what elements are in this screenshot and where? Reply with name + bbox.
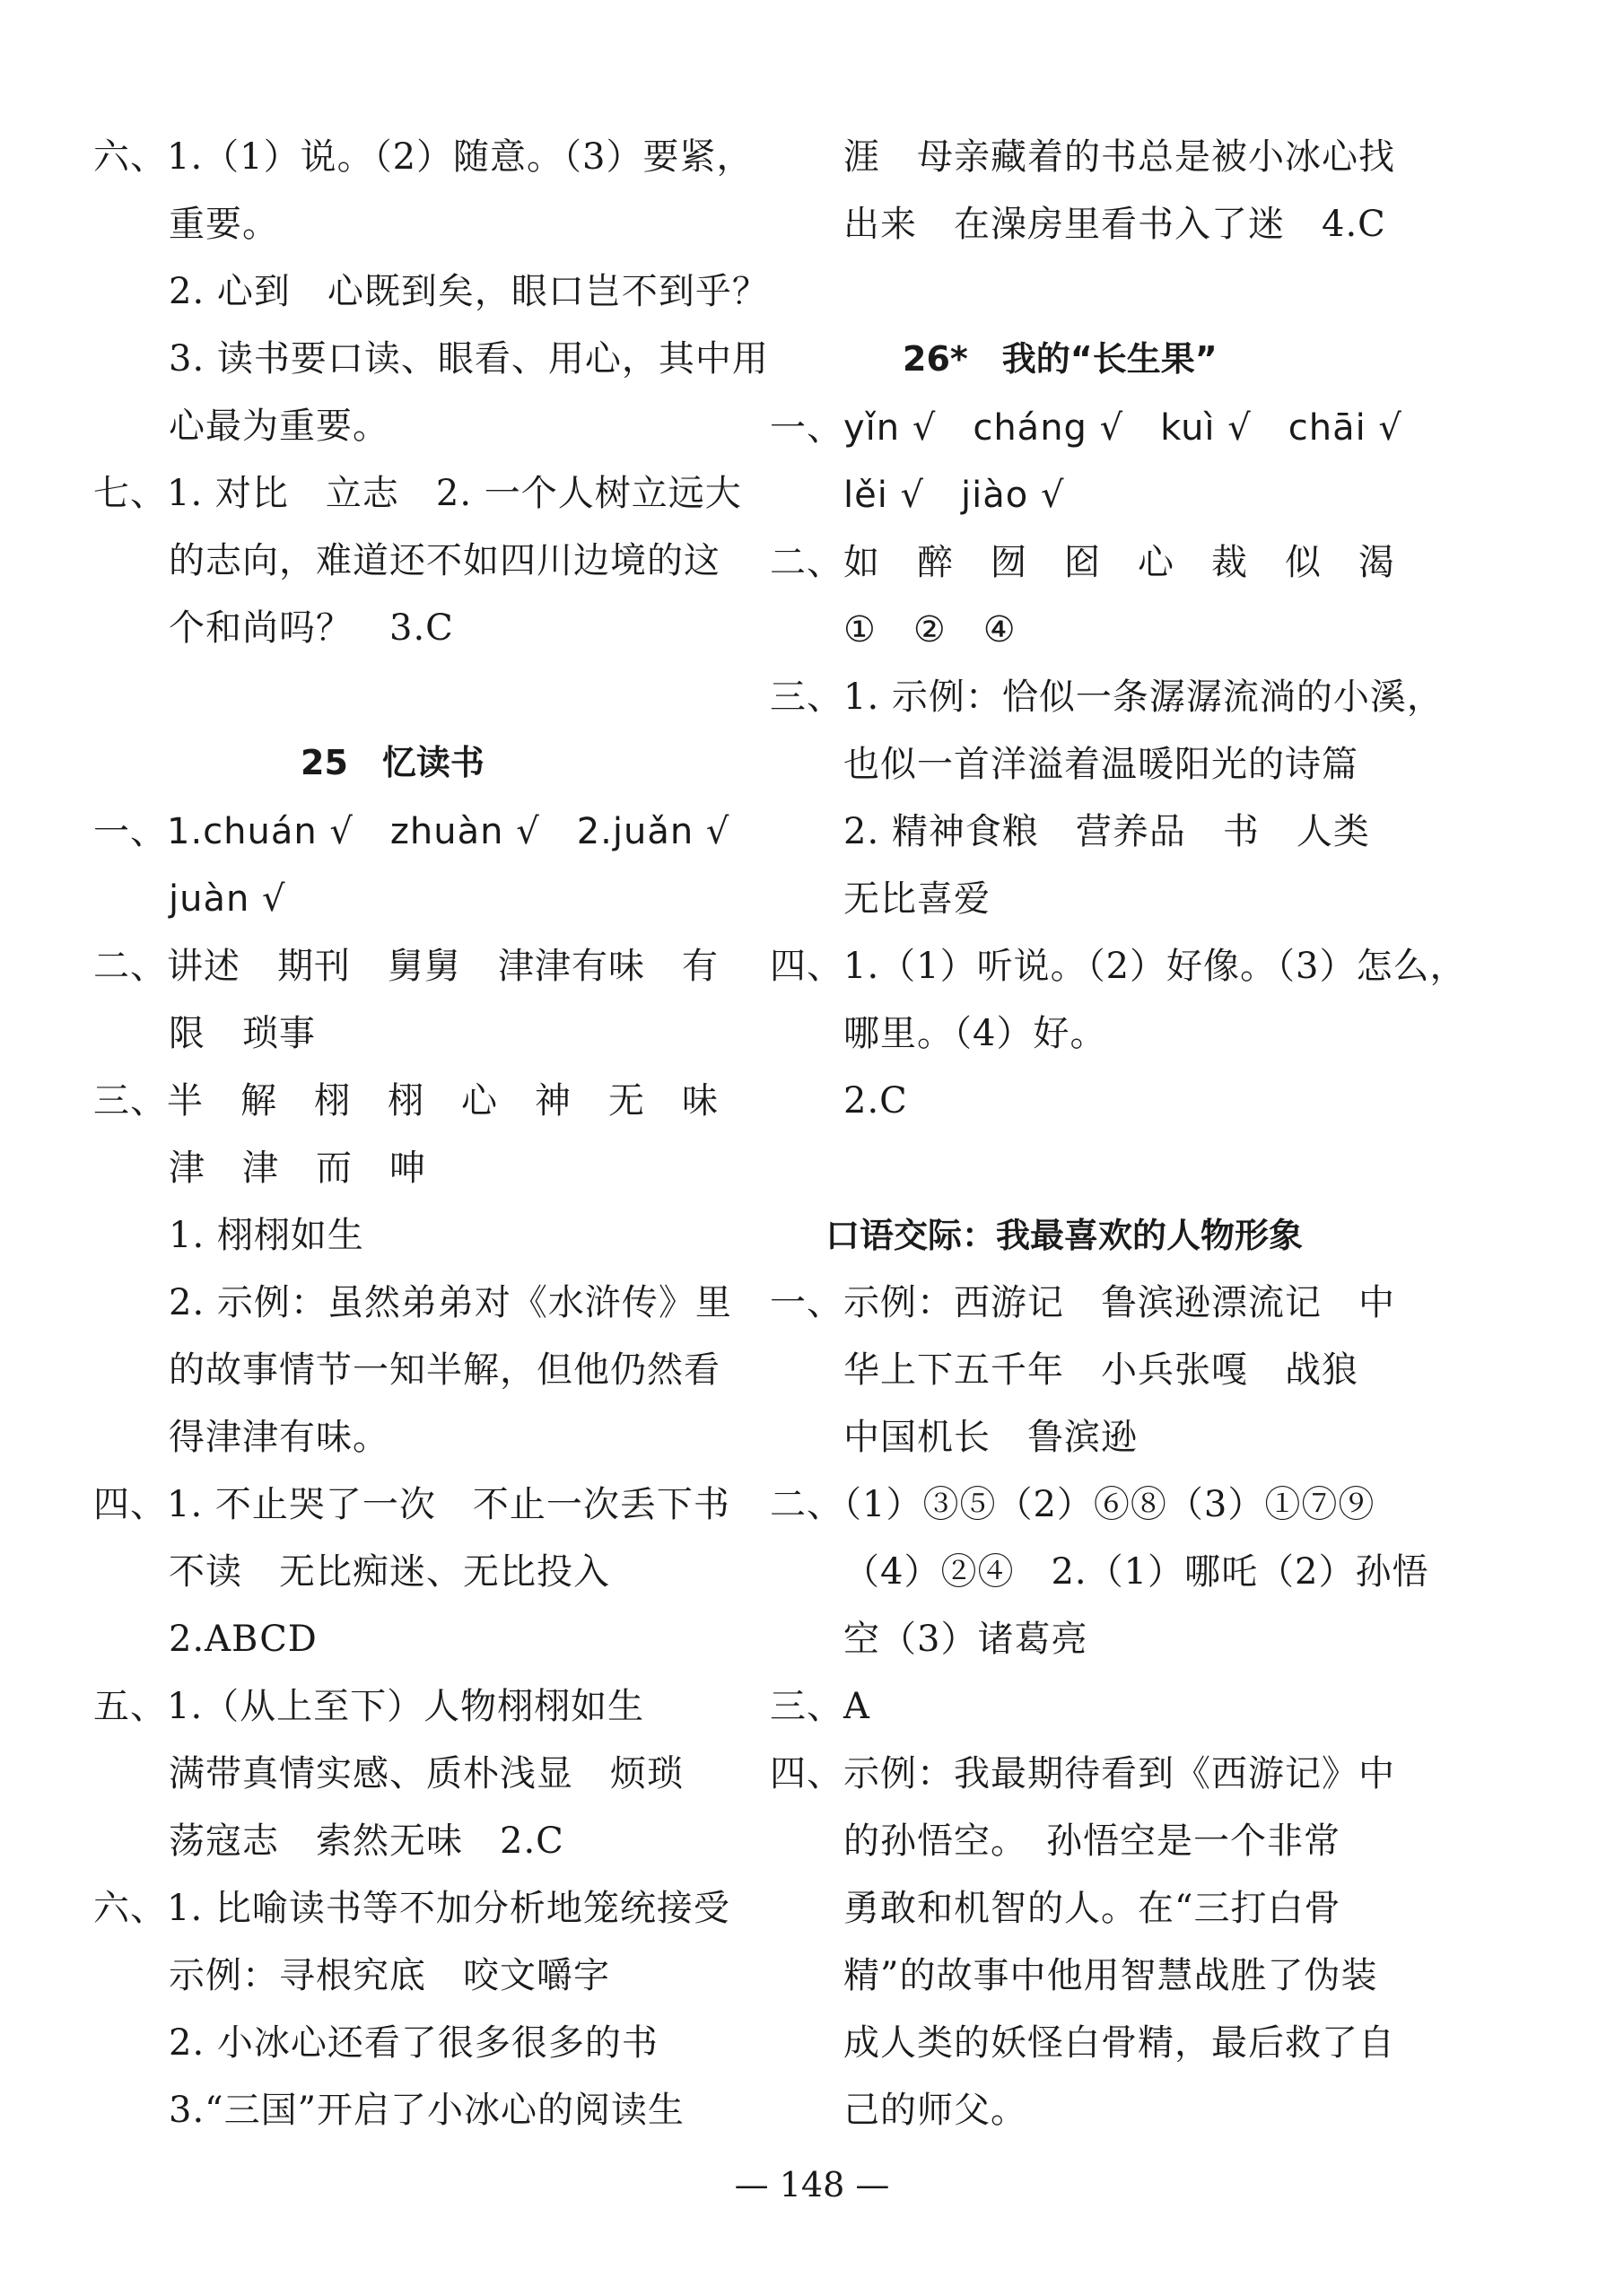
answer-line: 精”的故事中他用智慧战胜了伪装 [843, 1955, 1378, 1996]
answer-line: 三、半 解 栩 栩 心 神 无 味 [93, 1080, 719, 1122]
answer-line: 示例：寻根究底 咬文嚼字 [169, 1955, 610, 1996]
answer-line: 的志向，难道还不如四川边境的这 [169, 540, 720, 581]
section-heading-25: 25 忆读书 [301, 743, 485, 782]
answer-line: 个和尚吗？ 3.C [169, 607, 454, 649]
answer-line: 2.ABCD [169, 1619, 318, 1660]
answer-line: 涯 母亲藏着的书总是被小冰心找 [843, 136, 1395, 178]
answer-line: 一、1.chuán √ zhuàn √ 2.juǎn √ [93, 811, 730, 852]
answer-line: 津 津 而 呻 [169, 1148, 426, 1189]
answer-line: 四、示例：我最期待看到《西游记》中 [770, 1753, 1395, 1794]
answer-line: lěi √ jiào √ [843, 475, 1065, 516]
answer-line: 得津津有味。 [169, 1417, 389, 1458]
answer-line: 2. 示例：虽然弟弟对《水浒传》里 [169, 1282, 732, 1323]
answer-line: 华上下五千年 小兵张嘎 战狼 [843, 1349, 1358, 1391]
answer-line: 满带真情实感、质朴浅显 烦琐 [169, 1753, 684, 1794]
answer-line: 二、（1）③⑤（2）⑥⑧（3）①⑦⑨ [770, 1484, 1375, 1525]
answer-line: juàn √ [169, 878, 286, 920]
answer-line: 2. 小冰心还看了很多很多的书 [169, 2022, 659, 2064]
answer-line: 四、1.（1）听说。（2）好像。（3）怎么， [770, 946, 1467, 987]
answer-line: 也似一首洋溢着温暖阳光的诗篇 [843, 744, 1358, 785]
answer-line: 荡寇志 索然无味 2.C [169, 1820, 564, 1862]
answer-line: 心最为重要。 [169, 406, 389, 447]
answer-line: 1. 栩栩如生 [169, 1215, 364, 1256]
answer-line: 出来 在澡房里看书入了迷 4.C [843, 204, 1386, 245]
answer-line: 2.C [843, 1080, 908, 1122]
answer-line: 五、1.（从上至下）人物栩栩如生 [93, 1686, 645, 1727]
answer-line: 无比喜爱 [843, 878, 991, 920]
answer-line: 重要。 [169, 204, 279, 245]
answer-line: 一、yǐn √ cháng √ kuì √ chāi √ [770, 407, 1402, 449]
answer-line: 二、如 醉 囫 囵 心 裁 似 渴 [770, 542, 1395, 583]
answer-line: （4）②④ 2.（1）哪吒（2）孙悟 [843, 1551, 1429, 1593]
answer-line: 三、A [770, 1686, 870, 1727]
answer-line: 空（3）诸葛亮 [843, 1619, 1088, 1660]
answer-line: 二、讲述 期刊 舅舅 津津有味 有 [93, 946, 719, 987]
section-heading-oral: 口语交际：我最喜欢的人物形象 [825, 1216, 1304, 1255]
page-number: — 148 — [734, 2165, 890, 2204]
answer-line: 己的师父。 [843, 2090, 1027, 2131]
answer-line: 一、示例：西游记 鲁滨逊漂流记 中 [770, 1282, 1395, 1323]
answer-line: 3.“三国”开启了小冰心的阅读生 [169, 2090, 685, 2131]
answer-line: 中国机长 鲁滨逊 [843, 1417, 1138, 1458]
answer-line: 不读 无比痴迷、无比投入 [169, 1551, 610, 1593]
answer-line: 七、1. 对比 立志 2. 一个人树立远大 [93, 473, 742, 514]
answer-line: 勇敢和机智的人。在“三打白骨 [843, 1888, 1341, 1929]
answer-line: 三、1. 示例：恰似一条潺潺流淌的小溪， [770, 677, 1444, 718]
answer-line: 3. 读书要口读、眼看、用心，其中用 [169, 338, 769, 380]
answer-line: 的故事情节一知半解，但他仍然看 [169, 1349, 720, 1391]
answer-line: 六、1.（1）说。（2）随意。（3）要紧， [93, 136, 754, 178]
answer-line: 四、1. 不止哭了一次 不止一次丢下书 [93, 1484, 730, 1525]
answer-line: 的孙悟空。 孙悟空是一个非常 [843, 1820, 1340, 1862]
answer-line: 哪里。（4）好。 [843, 1013, 1107, 1054]
answer-line: 限 琐事 [169, 1013, 316, 1054]
answer-line: 成人类的妖怪白骨精，最后救了自 [843, 2022, 1395, 2064]
section-heading-26: 26* 我的“长生果” [903, 339, 1218, 379]
answer-line: ① ② ④ [843, 609, 1017, 650]
answer-line: 六、1. 比喻读书等不加分析地笼统接受 [93, 1888, 730, 1929]
answer-line: 2. 心到 心既到矣，眼口岂不到乎？ [169, 271, 769, 312]
answer-line: 2. 精神食粮 营养品 书 人类 [843, 811, 1370, 852]
